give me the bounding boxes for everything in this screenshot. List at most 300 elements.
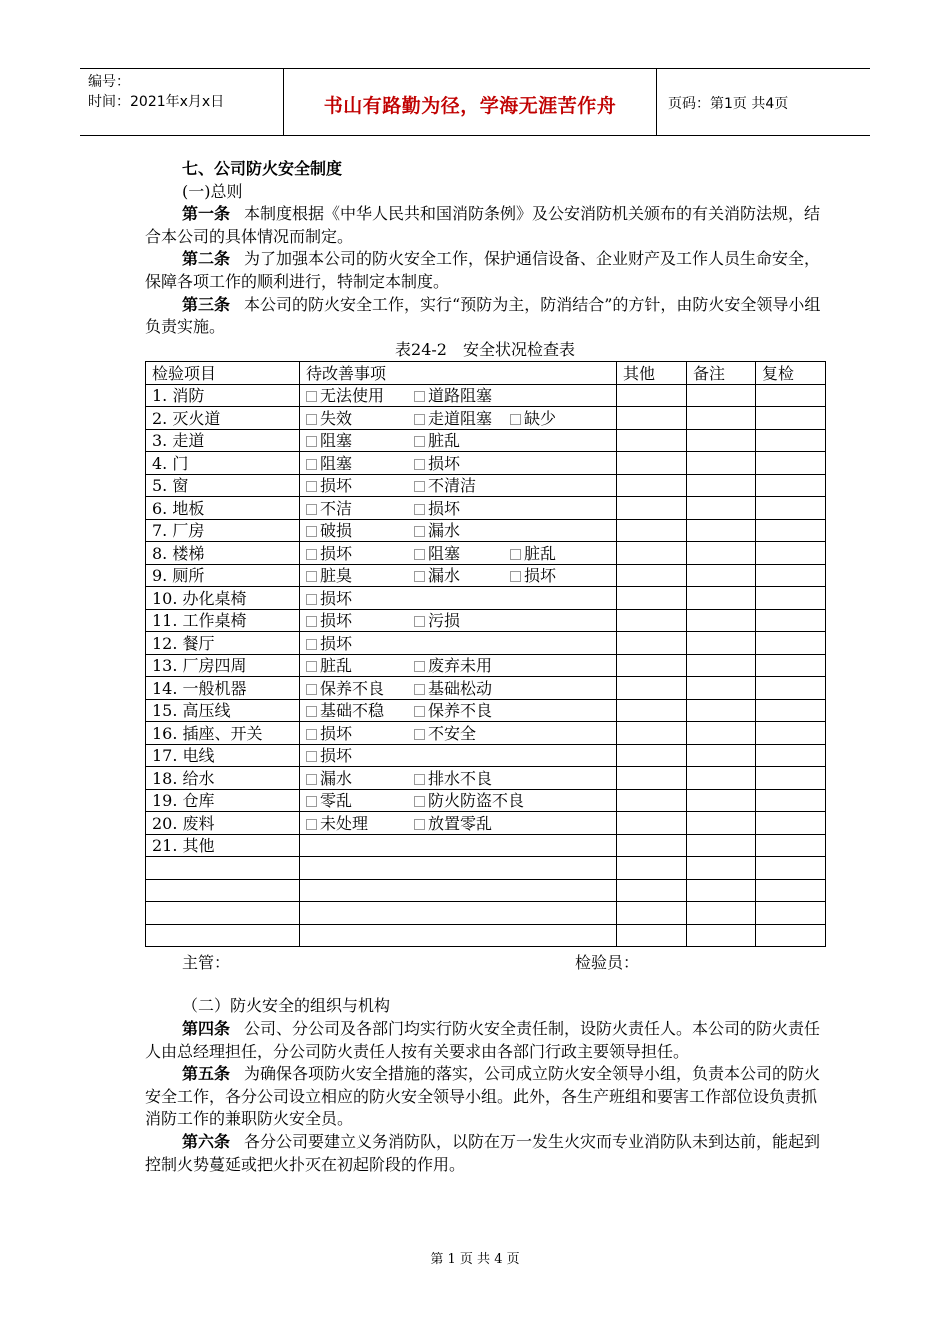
checkbox-icon[interactable] [306, 594, 317, 605]
recheck-cell[interactable] [756, 564, 826, 587]
issue-option[interactable] [414, 790, 524, 811]
article-text: 公司、分公司及各部门均实行防火安全责任制，设防火责任人。本公司的防火责任人由总经理担任，分公司防火责任人按有关要求由各部门行政主要领导担任。 [145, 1018, 821, 1061]
issue-option-label: 防火防盗不良 [428, 791, 525, 811]
table-row [146, 722, 826, 745]
issue-option[interactable] [414, 678, 510, 699]
issue-option-label: 基础不稳 [320, 701, 385, 721]
checkbox-icon[interactable] [306, 481, 317, 492]
issue-option-label: 道路阻塞 [428, 386, 493, 406]
remarks-cell[interactable] [687, 632, 756, 655]
issue-option-label: 脏乱 [428, 431, 461, 451]
col-header-other: 其他 [617, 362, 687, 385]
issue-option[interactable] [306, 768, 414, 789]
issue-options [300, 632, 617, 655]
checkbox-icon[interactable] [414, 526, 425, 537]
recheck-cell[interactable] [756, 474, 826, 497]
table-row [146, 564, 826, 587]
remarks-cell[interactable] [687, 429, 756, 452]
recheck-cell[interactable] [756, 699, 826, 722]
checkbox-icon[interactable] [414, 616, 425, 627]
checkbox-icon[interactable] [414, 796, 425, 807]
other-cell[interactable] [617, 587, 687, 610]
document-date: 时间：2021年x月x日 [88, 94, 225, 110]
issue-options [300, 744, 617, 767]
issue-options [300, 677, 617, 700]
issue-options [300, 564, 617, 587]
remarks-cell[interactable] [687, 812, 756, 835]
other-cell[interactable] [617, 407, 687, 430]
other-cell[interactable] [617, 564, 687, 587]
issue-option[interactable] [414, 475, 510, 496]
header-divider [656, 69, 657, 135]
article-label: 第六条 [182, 1131, 231, 1151]
recheck-cell[interactable] [756, 609, 826, 632]
other-cell[interactable] [617, 429, 687, 452]
checkbox-icon[interactable] [414, 414, 425, 425]
issue-options [300, 767, 617, 790]
issue-option[interactable] [414, 453, 510, 474]
checkbox-icon[interactable] [306, 549, 317, 560]
issue-options [300, 609, 617, 632]
remarks-cell[interactable] [687, 609, 756, 632]
issue-option[interactable] [414, 498, 510, 519]
recheck-cell[interactable] [756, 654, 826, 677]
recheck-cell[interactable] [756, 429, 826, 452]
check-item: 19. 仓库 [146, 789, 300, 812]
table-row [146, 767, 826, 790]
other-cell[interactable] [617, 654, 687, 677]
check-item: 20. 废料 [146, 812, 300, 835]
check-item: 16. 插座、开关 [146, 722, 300, 745]
remarks-cell[interactable] [687, 677, 756, 700]
issue-option[interactable] [306, 813, 414, 834]
page-footer: 第 1 页 共 4 页 [430, 1252, 520, 1267]
blank-cell[interactable] [300, 879, 617, 902]
issue-option-label: 损坏 [320, 633, 353, 653]
blank-cell[interactable] [687, 924, 756, 947]
issue-option-label: 不洁 [320, 498, 353, 518]
remarks-cell[interactable] [687, 542, 756, 565]
inspector-label: 检验员： [575, 953, 640, 973]
issue-option[interactable] [414, 430, 510, 451]
checkbox-icon[interactable] [414, 706, 425, 717]
issue-option-label: 保养不良 [428, 701, 493, 721]
remarks-cell[interactable] [687, 587, 756, 610]
checkbox-icon[interactable] [306, 526, 317, 537]
checkbox-icon[interactable] [414, 436, 425, 447]
checkbox-icon[interactable] [306, 751, 317, 762]
check-item: 17. 电线 [146, 744, 300, 767]
table-row [146, 812, 826, 835]
table-row [146, 429, 826, 452]
issue-option-label: 保养不良 [320, 678, 385, 698]
document-number-label: 编号： [88, 74, 130, 90]
remarks-cell[interactable] [687, 789, 756, 812]
checkbox-icon[interactable] [306, 706, 317, 717]
other-cell[interactable] [617, 834, 687, 857]
article-label: 第三条 [182, 294, 231, 314]
table-row [146, 384, 826, 407]
issue-options [300, 654, 617, 677]
issue-option[interactable] [414, 408, 510, 429]
checkbox-icon[interactable] [306, 661, 317, 672]
table-row [146, 789, 826, 812]
recheck-cell[interactable] [756, 789, 826, 812]
blank-cell[interactable] [617, 857, 687, 880]
table-row-blank [146, 879, 826, 902]
blank-cell[interactable] [300, 902, 617, 925]
checkbox-icon[interactable] [510, 549, 521, 560]
checkbox-icon[interactable] [414, 661, 425, 672]
issue-option-label: 不安全 [428, 723, 477, 743]
article-1 [145, 203, 825, 248]
issue-option[interactable] [414, 723, 510, 744]
recheck-cell[interactable] [756, 632, 826, 655]
issue-option[interactable] [306, 655, 414, 676]
blank-cell[interactable] [146, 879, 300, 902]
issue-option[interactable] [306, 588, 414, 609]
recheck-cell[interactable] [756, 384, 826, 407]
checkbox-icon[interactable] [306, 504, 317, 515]
remarks-cell[interactable] [687, 654, 756, 677]
check-item: 1. 消防 [146, 384, 300, 407]
other-cell[interactable] [617, 632, 687, 655]
issue-option-label: 排水不良 [428, 768, 493, 788]
checkbox-icon[interactable] [414, 391, 425, 402]
other-cell[interactable] [617, 474, 687, 497]
issue-option-label: 阻塞 [320, 431, 353, 451]
article-text: 本制度根据《中华人民共和国消防条例》及公安消防机关颁布的有关消防法规，结合本公司的具体情况而制定。 [145, 204, 821, 246]
table-row [146, 699, 826, 722]
table-row [146, 519, 826, 542]
issue-option[interactable] [414, 700, 510, 721]
check-item: 10. 办化桌椅 [146, 587, 300, 610]
issue-options [300, 722, 617, 745]
checkbox-icon[interactable] [414, 684, 425, 695]
table-row-blank [146, 857, 826, 880]
issue-option-label: 脏乱 [524, 543, 557, 563]
issue-option-label: 漏水 [320, 768, 353, 788]
check-item: 11. 工作桌椅 [146, 609, 300, 632]
other-cell[interactable] [617, 789, 687, 812]
issue-options [300, 384, 617, 407]
issue-option-label: 损坏 [320, 611, 353, 631]
col-header-recheck: 复检 [756, 362, 826, 385]
issue-option[interactable] [414, 768, 510, 789]
issue-options [300, 474, 617, 497]
other-cell[interactable] [617, 677, 687, 700]
issue-option-label: 走道阻塞 [428, 408, 493, 428]
issue-options [300, 497, 617, 520]
issue-option-label: 放置零乱 [428, 813, 493, 833]
check-item: 3. 走道 [146, 429, 300, 452]
issue-option[interactable] [306, 790, 414, 811]
issue-option[interactable] [306, 678, 414, 699]
table-row-blank [146, 924, 826, 947]
issue-option-label: 阻塞 [428, 543, 461, 563]
issue-option-label: 损坏 [320, 476, 353, 496]
remarks-cell[interactable] [687, 767, 756, 790]
remarks-cell[interactable] [687, 407, 756, 430]
checkbox-icon[interactable] [414, 819, 425, 830]
recheck-cell[interactable] [756, 587, 826, 610]
issue-option[interactable] [306, 385, 414, 406]
checkbox-icon[interactable] [306, 436, 317, 447]
table-row [146, 632, 826, 655]
remarks-cell[interactable] [687, 722, 756, 745]
checkbox-icon[interactable] [306, 774, 317, 785]
issue-option[interactable] [414, 610, 510, 631]
supervisor-label: 主管： [182, 953, 231, 973]
article-6 [145, 1131, 825, 1176]
checkbox-icon[interactable] [306, 639, 317, 650]
header-meta [88, 72, 284, 112]
issue-option[interactable] [306, 498, 414, 519]
issue-option[interactable] [306, 520, 414, 541]
issue-options [300, 542, 617, 565]
blank-cell[interactable] [146, 902, 300, 925]
issue-option-label: 损坏 [428, 453, 461, 473]
checkbox-icon[interactable] [306, 459, 317, 470]
issue-option-label: 阻塞 [320, 453, 353, 473]
recheck-cell[interactable] [756, 677, 826, 700]
check-item: 12. 餐厅 [146, 632, 300, 655]
check-item: 14. 一般机器 [146, 677, 300, 700]
issue-option[interactable] [414, 565, 510, 586]
check-item: 9. 厕所 [146, 564, 300, 587]
subsection-title: （二）防火安全的组织与机构 [182, 996, 391, 1016]
checkbox-icon[interactable] [306, 391, 317, 402]
blank-cell[interactable] [687, 879, 756, 902]
issue-options [300, 407, 617, 430]
checkbox-icon[interactable] [306, 684, 317, 695]
table-row [146, 677, 826, 700]
article-2 [145, 248, 825, 293]
remarks-cell[interactable] [687, 744, 756, 767]
col-header-remarks: 备注 [687, 362, 756, 385]
check-item: 5. 窗 [146, 474, 300, 497]
table-caption: 表24-2 安全状况检查表 [395, 339, 575, 359]
issue-option[interactable] [306, 565, 414, 586]
article-text: 为了加强本公司的防火安全工作，保护通信设备、企业财产及工作人员生命安全，保障各项工作的顺利进行，特制定本制度。 [145, 249, 821, 291]
issue-option[interactable] [414, 520, 510, 541]
issue-option[interactable] [414, 655, 510, 676]
recheck-cell[interactable] [756, 812, 826, 835]
issue-option-label: 未处理 [320, 813, 369, 833]
issue-option-label: 损坏 [320, 723, 353, 743]
remarks-cell[interactable] [687, 452, 756, 475]
check-item: 18. 给水 [146, 767, 300, 790]
table-row [146, 407, 826, 430]
remarks-cell[interactable] [687, 474, 756, 497]
page-header [80, 68, 870, 136]
blank-cell[interactable] [146, 857, 300, 880]
issue-option[interactable] [306, 475, 414, 496]
article-text: 为确保各项防火安全措施的落实，公司成立防火安全领导小组，负责本公司的防火安全工作，各分公司设立相应的防火安全领导小组。此外，各生产班组和要害工作部位设负责抓消防工作的兼职防火安全员。 [145, 1064, 821, 1129]
checkbox-icon[interactable] [414, 571, 425, 582]
article-text: 本公司的防火安全工作，实行“预防为主，防消结合”的方针，由防火安全领导小组负责实施。 [145, 294, 821, 337]
other-cell[interactable] [617, 812, 687, 835]
checkbox-icon[interactable] [510, 571, 521, 582]
blank-cell[interactable] [756, 902, 826, 925]
issue-option-label: 损坏 [320, 588, 353, 608]
issue-option-label: 破损 [320, 521, 353, 541]
issue-option[interactable] [510, 565, 600, 586]
issue-option[interactable] [414, 385, 510, 406]
issue-option[interactable] [306, 633, 414, 654]
remarks-cell[interactable] [687, 519, 756, 542]
col-header-issues: 待改善事项 [300, 362, 617, 385]
issue-option[interactable] [306, 610, 414, 631]
other-cell[interactable] [617, 384, 687, 407]
recheck-cell[interactable] [756, 452, 826, 475]
issue-option-label: 脏臭 [320, 566, 353, 586]
blank-cell[interactable] [756, 924, 826, 947]
issue-option-label: 损坏 [428, 498, 461, 518]
section-title: 七、公司防火安全制度 [182, 159, 343, 178]
check-item: 15. 高压线 [146, 699, 300, 722]
checkbox-icon[interactable] [414, 459, 425, 470]
article-text: 各分公司要建立义务消防队，以防在万一发生火灾而专业消防队未到达前，能起到控制火势蔓延或把火扑灭在初起阶段的作用。 [145, 1131, 821, 1174]
issue-option-label: 无法使用 [320, 386, 385, 406]
issue-options [300, 789, 617, 812]
document-body [145, 158, 825, 1176]
article-4 [145, 1018, 825, 1063]
blank-cell[interactable] [617, 902, 687, 925]
check-item: 4. 门 [146, 452, 300, 475]
checkbox-icon[interactable] [306, 616, 317, 627]
safety-check-table [145, 361, 826, 947]
issue-option[interactable] [306, 700, 414, 721]
issue-option-label: 损坏 [320, 543, 353, 563]
checkbox-icon[interactable] [306, 796, 317, 807]
article-label: 第一条 [182, 204, 231, 224]
issue-option[interactable] [306, 453, 414, 474]
checkbox-icon[interactable] [306, 729, 317, 740]
checkbox-icon[interactable] [306, 414, 317, 425]
blank-cell[interactable] [146, 924, 300, 947]
other-cell[interactable] [617, 542, 687, 565]
issue-option-label: 失效 [320, 408, 353, 428]
recheck-cell[interactable] [756, 767, 826, 790]
issue-option[interactable] [510, 408, 600, 429]
issue-options [300, 452, 617, 475]
issue-option[interactable] [306, 408, 414, 429]
check-item: 13. 厂房四周 [146, 654, 300, 677]
issue-options [300, 587, 617, 610]
table-row-blank [146, 902, 826, 925]
header-motto: 书山有路勤为径，学海无涯苦作舟 [323, 95, 617, 117]
issue-option[interactable] [414, 813, 510, 834]
check-item: 2. 灭火道 [146, 407, 300, 430]
table-row [146, 609, 826, 632]
recheck-cell[interactable] [756, 497, 826, 520]
table-row [146, 654, 826, 677]
checkbox-icon[interactable] [306, 571, 317, 582]
header-page-info: 页码：第1页 共4页 [668, 96, 789, 112]
issue-option-label: 脏乱 [320, 656, 353, 676]
blank-cell[interactable] [687, 902, 756, 925]
remarks-cell[interactable] [687, 834, 756, 857]
article-label: 第四条 [182, 1018, 231, 1038]
recheck-cell[interactable] [756, 722, 826, 745]
checkbox-icon[interactable] [414, 504, 425, 515]
checkbox-icon[interactable] [414, 549, 425, 560]
blank-cell[interactable] [617, 924, 687, 947]
signature-row [145, 949, 825, 975]
other-cell[interactable] [617, 744, 687, 767]
table-row [146, 474, 826, 497]
issue-option[interactable] [306, 430, 414, 451]
issue-option-label: 不清洁 [428, 476, 477, 496]
checkbox-icon[interactable] [306, 819, 317, 830]
table-row [146, 744, 826, 767]
remarks-cell[interactable] [687, 699, 756, 722]
recheck-cell[interactable] [756, 834, 826, 857]
issue-option[interactable] [414, 543, 510, 564]
issue-option[interactable] [306, 745, 414, 766]
remarks-cell[interactable] [687, 497, 756, 520]
issue-option-label: 损坏 [320, 746, 353, 766]
recheck-cell[interactable] [756, 519, 826, 542]
blank-cell[interactable] [300, 924, 617, 947]
article-label: 第五条 [182, 1064, 231, 1084]
checkbox-icon[interactable] [414, 774, 425, 785]
recheck-cell[interactable] [756, 542, 826, 565]
checkbox-icon[interactable] [510, 414, 521, 425]
table-row [146, 587, 826, 610]
article-5 [145, 1063, 825, 1131]
issue-option[interactable] [510, 543, 600, 564]
blank-cell[interactable] [300, 857, 617, 880]
issue-option[interactable] [306, 543, 414, 564]
article-3 [145, 294, 825, 339]
other-cell[interactable] [617, 767, 687, 790]
blank-cell[interactable] [617, 879, 687, 902]
issue-option-label: 漏水 [428, 521, 461, 541]
col-header-item: 检验项目 [146, 362, 300, 385]
other-cell[interactable] [617, 699, 687, 722]
check-item: 8. 楼梯 [146, 542, 300, 565]
other-cell[interactable] [617, 609, 687, 632]
other-cell[interactable] [617, 497, 687, 520]
other-cell[interactable] [617, 452, 687, 475]
table-row [146, 497, 826, 520]
table-row [146, 834, 826, 857]
recheck-cell[interactable] [756, 744, 826, 767]
blank-cell[interactable] [756, 879, 826, 902]
issue-options [300, 834, 617, 857]
checkbox-icon[interactable] [414, 729, 425, 740]
issue-option-label: 污损 [428, 611, 461, 631]
checkbox-icon[interactable] [414, 481, 425, 492]
blank-cell[interactable] [756, 857, 826, 880]
table-row [146, 452, 826, 475]
other-cell[interactable] [617, 519, 687, 542]
other-cell[interactable] [617, 722, 687, 745]
recheck-cell[interactable] [756, 407, 826, 430]
issue-option[interactable] [306, 723, 414, 744]
remarks-cell[interactable] [687, 384, 756, 407]
issue-option-label: 漏水 [428, 566, 461, 586]
remarks-cell[interactable] [687, 564, 756, 587]
table-row [146, 542, 826, 565]
issue-options [300, 429, 617, 452]
blank-cell[interactable] [687, 857, 756, 880]
subsection-title: (一)总则 [182, 181, 243, 201]
issue-option-label: 损坏 [524, 566, 557, 586]
table-body [146, 384, 826, 947]
